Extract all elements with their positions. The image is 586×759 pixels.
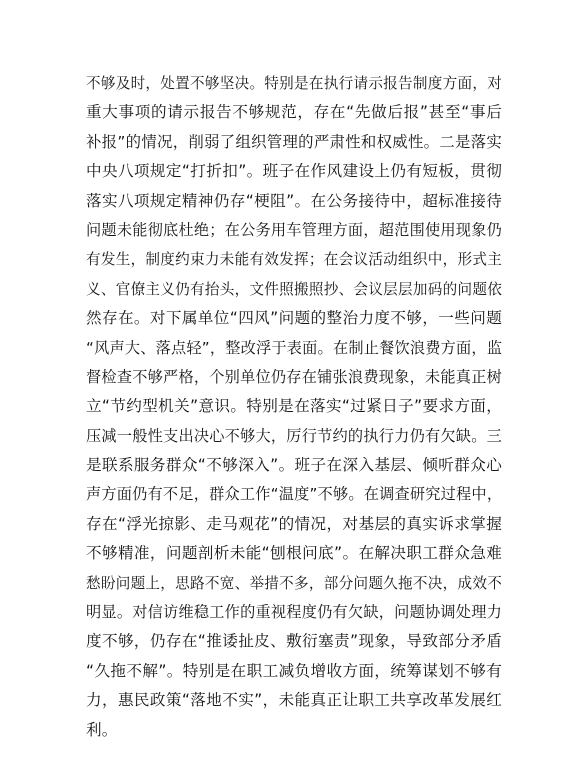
text-line: 声方面仍有不足，群众工作“温度”不够。在调查研究过程中， bbox=[86, 485, 503, 504]
text-line: 力，惠民政策“落地不实”，未能真正让职工共享改革发展红 bbox=[86, 691, 502, 710]
text-line: 不够精准，问题剖析未能“刨根问底”。在解决职工群众急难 bbox=[86, 544, 502, 563]
text-line: 度不够，仍存在“推诿扯皮、敷衍塞责”现象，导致部分矛盾 bbox=[86, 632, 502, 651]
text-line: 是联系服务群众“不够深入”。班子在深入基层、倾听群众心 bbox=[86, 456, 502, 475]
text-line: 有发生，制度约束力未能有效发挥；在会议活动组织中，形式主 bbox=[86, 251, 502, 269]
text-line: 立“节约型机关”意识。特别是在落实“过紧日子”要求方面， bbox=[86, 397, 502, 416]
document-body bbox=[86, 69, 502, 745]
text-line: 利。 bbox=[86, 720, 118, 739]
text-line: 问题未能彻底杜绝；在公务用车管理方面，超范围使用现象仍 bbox=[86, 220, 502, 239]
text-line: 重大事项的请示报告不够规范，存在“先做后报”甚至“事后 bbox=[86, 103, 502, 122]
text-line: 压减一般性支出决心不够大，厉行节约的执行力仍有欠缺。三 bbox=[86, 426, 502, 445]
text-line: “风声大、落点轻”，整改浮于表面。在制止餐饮浪费方面，监 bbox=[86, 338, 503, 357]
text-line: 然存在。对下属单位“四风”问题的整治力度不够，一些问题 bbox=[86, 309, 502, 328]
text-line: “久拖不解”。特别是在职工减负增收方面，统筹谋划不够有 bbox=[86, 661, 502, 680]
text-line: 督检查不够严格，个别单位仍存在铺张浪费现象，未能真正树 bbox=[86, 367, 502, 386]
text-line: 明显。对信访维稳工作的重视程度仍有欠缺，问题协调处理力 bbox=[86, 603, 502, 622]
text-line: 中央八项规定“打折扣”。班子在作风建设上仍有短板，贯彻 bbox=[86, 162, 502, 181]
text-line: 存在“浮光掠影、走马观花”的情况，对基层的真实诉求掌握 bbox=[86, 514, 502, 533]
text-line: 不够及时，处置不够坚决。特别是在执行请示报告制度方面，对 bbox=[86, 75, 502, 92]
text-line: 义、官僚主义仍有抬头，文件照搬照抄、会议层层加码的问题依 bbox=[86, 280, 502, 298]
text-line: 补报”的情况，削弱了组织管理的严肃性和权威性。二是落实 bbox=[86, 132, 502, 151]
text-line: 落实八项规定精神仍存“梗阻”。在公务接待中，超标准接待 bbox=[86, 191, 502, 210]
text-line: 愁盼问题上，思路不宽、举措不多，部分问题久拖不决，成效不 bbox=[86, 574, 502, 592]
